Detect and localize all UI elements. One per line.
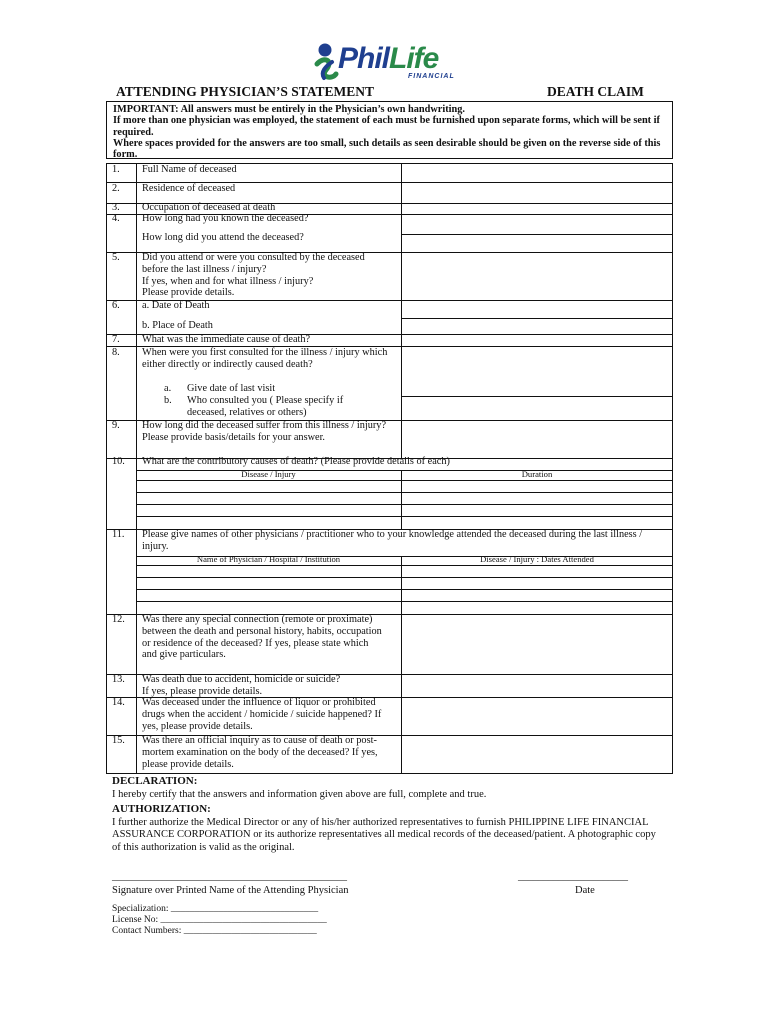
question-8-item-a: Give date of last visit	[187, 383, 276, 394]
question-11-text: Please give names of other physicians / practitioner who to your knowledge attended the deceased during the last illness / injury.	[142, 529, 643, 552]
question-number: 4.	[112, 213, 120, 224]
notice-line-2: If more than one physician was employed, the statement of each must be furnished upon separate forms, which will be sent if required.	[113, 115, 660, 138]
question-number: 3.	[112, 202, 120, 213]
declaration-heading: DECLARATION:	[112, 775, 198, 787]
signature-label: Signature over Printed Name of the Attending Physician	[112, 885, 349, 896]
question-number: 5.	[112, 252, 120, 263]
question-number: 9.	[112, 420, 120, 431]
important-notice	[106, 101, 673, 159]
question-14-text: Was deceased under the influence of liquor or prohibited drugs when the accident / homicide / suicide happened? If yes, please provide details.	[142, 697, 382, 732]
date-label: Date	[575, 885, 595, 896]
question-number: 10.	[112, 456, 125, 467]
logo-subtitle: FINANCIAL	[408, 73, 455, 80]
question-number: 1.	[112, 164, 120, 175]
question-number: 11.	[112, 529, 125, 540]
question-1-text: Full Name of deceased	[142, 164, 237, 175]
question-6a-text: a. Date of Death	[142, 300, 210, 311]
question-4b-text: How long did you attend the deceased?	[142, 232, 304, 243]
logo-brand-life: Life	[389, 42, 439, 75]
license-field[interactable]: License No: ___________________________________	[112, 915, 327, 925]
q10-column-disease: Disease / Injury	[241, 469, 296, 479]
question-13-text: Was death due to accident, homicide or suicide? If yes, please provide details.	[142, 674, 341, 697]
question-number: 14.	[112, 697, 125, 708]
claim-type: DEATH CLAIM	[547, 84, 644, 99]
q11-column-disease-dates: Disease / Injury : Dates Attended	[480, 554, 594, 564]
question-number: 15.	[112, 735, 125, 746]
question-8-text: When were you first consulted for the illness / injury which either directly or indirectly caused death?	[142, 347, 388, 370]
question-10-text: What are the contributory causes of death? (Please provide details of each)	[142, 456, 450, 467]
declaration-text: I hereby certify that the answers and information given above are full, complete and true.	[112, 788, 487, 800]
q11-column-physician: Name of Physician / Hospital / Institution	[196, 554, 341, 564]
philife-logo	[314, 42, 458, 82]
question-number: 8.	[112, 347, 120, 358]
question-6b-text: b. Place of Death	[142, 320, 213, 331]
q10-column-duration: Duration	[521, 469, 553, 479]
question-number: 7.	[112, 334, 120, 345]
question-12-text: Was there any special connection (remote or proximate) between the death and personal history, habits, occupation or residence of the deceased? If yes, please state which and give particulars.	[142, 614, 382, 661]
question-4a-text: How long had you known the deceased?	[142, 213, 309, 224]
form-title: ATTENDING PHYSICIAN’S STATEMENT	[116, 84, 375, 99]
specialization-field[interactable]: Specialization: _______________________________	[112, 904, 319, 914]
date-line[interactable]: ______________________	[518, 871, 628, 882]
question-8-item-a-label: a.	[164, 383, 172, 394]
question-2-text: Residence of deceased	[142, 183, 236, 194]
question-8-item-b: Who consulted you ( Please specify if deceased, relatives or others)	[187, 395, 344, 418]
question-7-text: What was the immediate cause of death?	[142, 334, 311, 345]
question-15-text: Was there an official inquiry as to cause of death or post-mortem examination on the body of the deceased? If yes, please provide details.	[142, 735, 378, 770]
declaration-section	[112, 775, 672, 801]
signature-line[interactable]: _______________________________________________	[112, 871, 347, 882]
notice-line-3: Where spaces provided for the answers are too small, such details as seen desirable should be given on the reverse side of this form.	[113, 137, 661, 161]
authorization-heading: AUTHORIZATION:	[112, 803, 211, 815]
notice-line-1: IMPORTANT: All answers must be entirely in the Physician’s own handwriting.	[113, 104, 465, 115]
question-number: 13.	[112, 674, 125, 685]
question-5-text: Did you attend or were you consulted by the deceased before the last illness / injury? If yes, when and for what illness / injury? Please provide details.	[142, 252, 365, 299]
question-table	[106, 163, 673, 774]
authorization-text: I further authorize the Medical Director or any of his/her authorized representatives to furnish PHILIPPINE LIFE FINANCIAL ASSURANCE CORPORATION or its authorize representatives all medical records of the deceased/patient. A photographic copy of this authorization is valid as the original.	[112, 816, 656, 853]
question-9-text: How long did the deceased suffer from this illness / injury? Please provide basis/details for your answer.	[142, 420, 387, 443]
question-3-text: Occupation of deceased at death	[142, 202, 276, 213]
philife-logo-icon	[314, 42, 340, 82]
question-number: 6.	[112, 300, 120, 311]
authorization-section	[112, 803, 660, 854]
logo-brand-phil: Phil	[338, 42, 390, 75]
question-number: 2.	[112, 183, 120, 194]
question-8-item-b-label: b.	[164, 395, 172, 406]
contact-field[interactable]: Contact Numbers: ____________________________	[112, 926, 317, 936]
question-number: 12.	[112, 614, 125, 625]
